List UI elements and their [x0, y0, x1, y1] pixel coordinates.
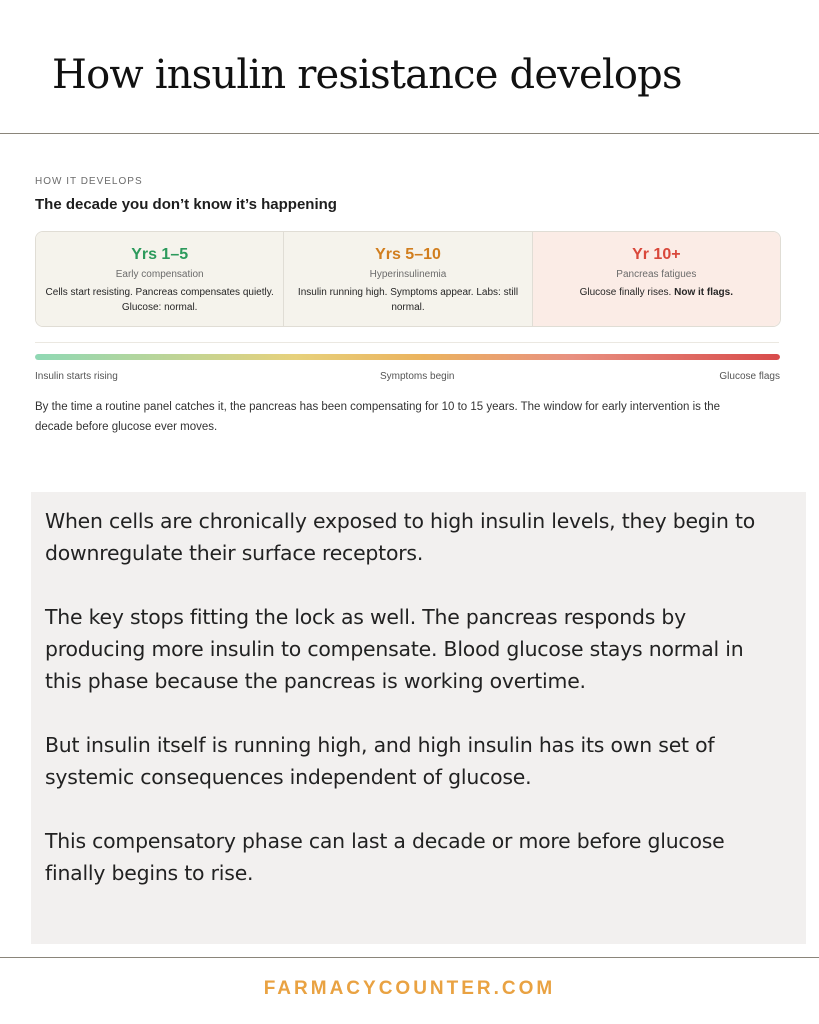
progress-bar — [35, 354, 780, 360]
phase-years: Yr 10+ — [632, 246, 681, 263]
progress-fill — [35, 354, 780, 360]
page-title: How insulin resistance develops — [52, 52, 682, 98]
explainer-paragraph: When cells are chronically exposed to high insulin levels, they begin to downregulate their surface receptors. — [45, 509, 756, 565]
phase-description — [533, 285, 780, 300]
phase-subtitle: Hyperinsulinemia — [369, 269, 447, 280]
progress-label-mid: Symptoms begin — [380, 371, 455, 382]
phase-card-fatigue — [532, 232, 780, 326]
phase-card-hyperinsulinemia — [283, 232, 531, 326]
explainer-paragraph: The key stops fitting the lock as well. The pancreas responds by producing more insulin to compensate. Blood glucose stays normal in this phase because the pancreas is working overtime. — [45, 605, 744, 693]
phase-subtitle: Early compensation — [115, 269, 204, 280]
site-link[interactable]: FARMACYCOUNTER.COM — [263, 978, 556, 999]
phase-description-emphasis: Now it flags. — [674, 287, 734, 298]
phase-years: Yrs 1–5 — [131, 246, 189, 263]
explainer-paragraph: But insulin itself is running high, and high insulin has its own set of systemic consequences independent of glucose. — [45, 733, 715, 789]
progress-label-start: Insulin starts rising — [35, 371, 118, 382]
explainer-paragraph: This compensatory phase can last a decade or more before glucose finally begins to rise. — [45, 829, 725, 885]
explainer-box — [31, 492, 806, 944]
phase-card-early — [36, 232, 283, 326]
section-heading: The decade you don’t know it’s happening — [35, 196, 337, 213]
footer-divider — [0, 957, 819, 958]
phase-description: Cells start resisting. Pancreas compensates quietly. Glucose: normal. — [45, 287, 274, 313]
phase-panel — [35, 231, 781, 327]
phase-description: Insulin running high. Symptoms appear. Labs: still normal. — [297, 287, 519, 313]
progress-label-end: Glucose flags — [719, 371, 780, 382]
phase-years: Yrs 5–10 — [375, 246, 441, 263]
section-eyebrow: HOW IT DEVELOPS — [35, 176, 143, 187]
timeline-footnote: By the time a routine panel catches it, the pancreas has been compensating for 10 to 15 years. The window for early intervention is the decade before glucose ever moves. — [35, 401, 721, 433]
phase-description-text: Glucose finally rises. — [579, 287, 672, 298]
phase-subtitle: Pancreas fatigues — [616, 269, 697, 280]
title-divider — [0, 133, 819, 134]
panel-divider — [35, 342, 779, 343]
